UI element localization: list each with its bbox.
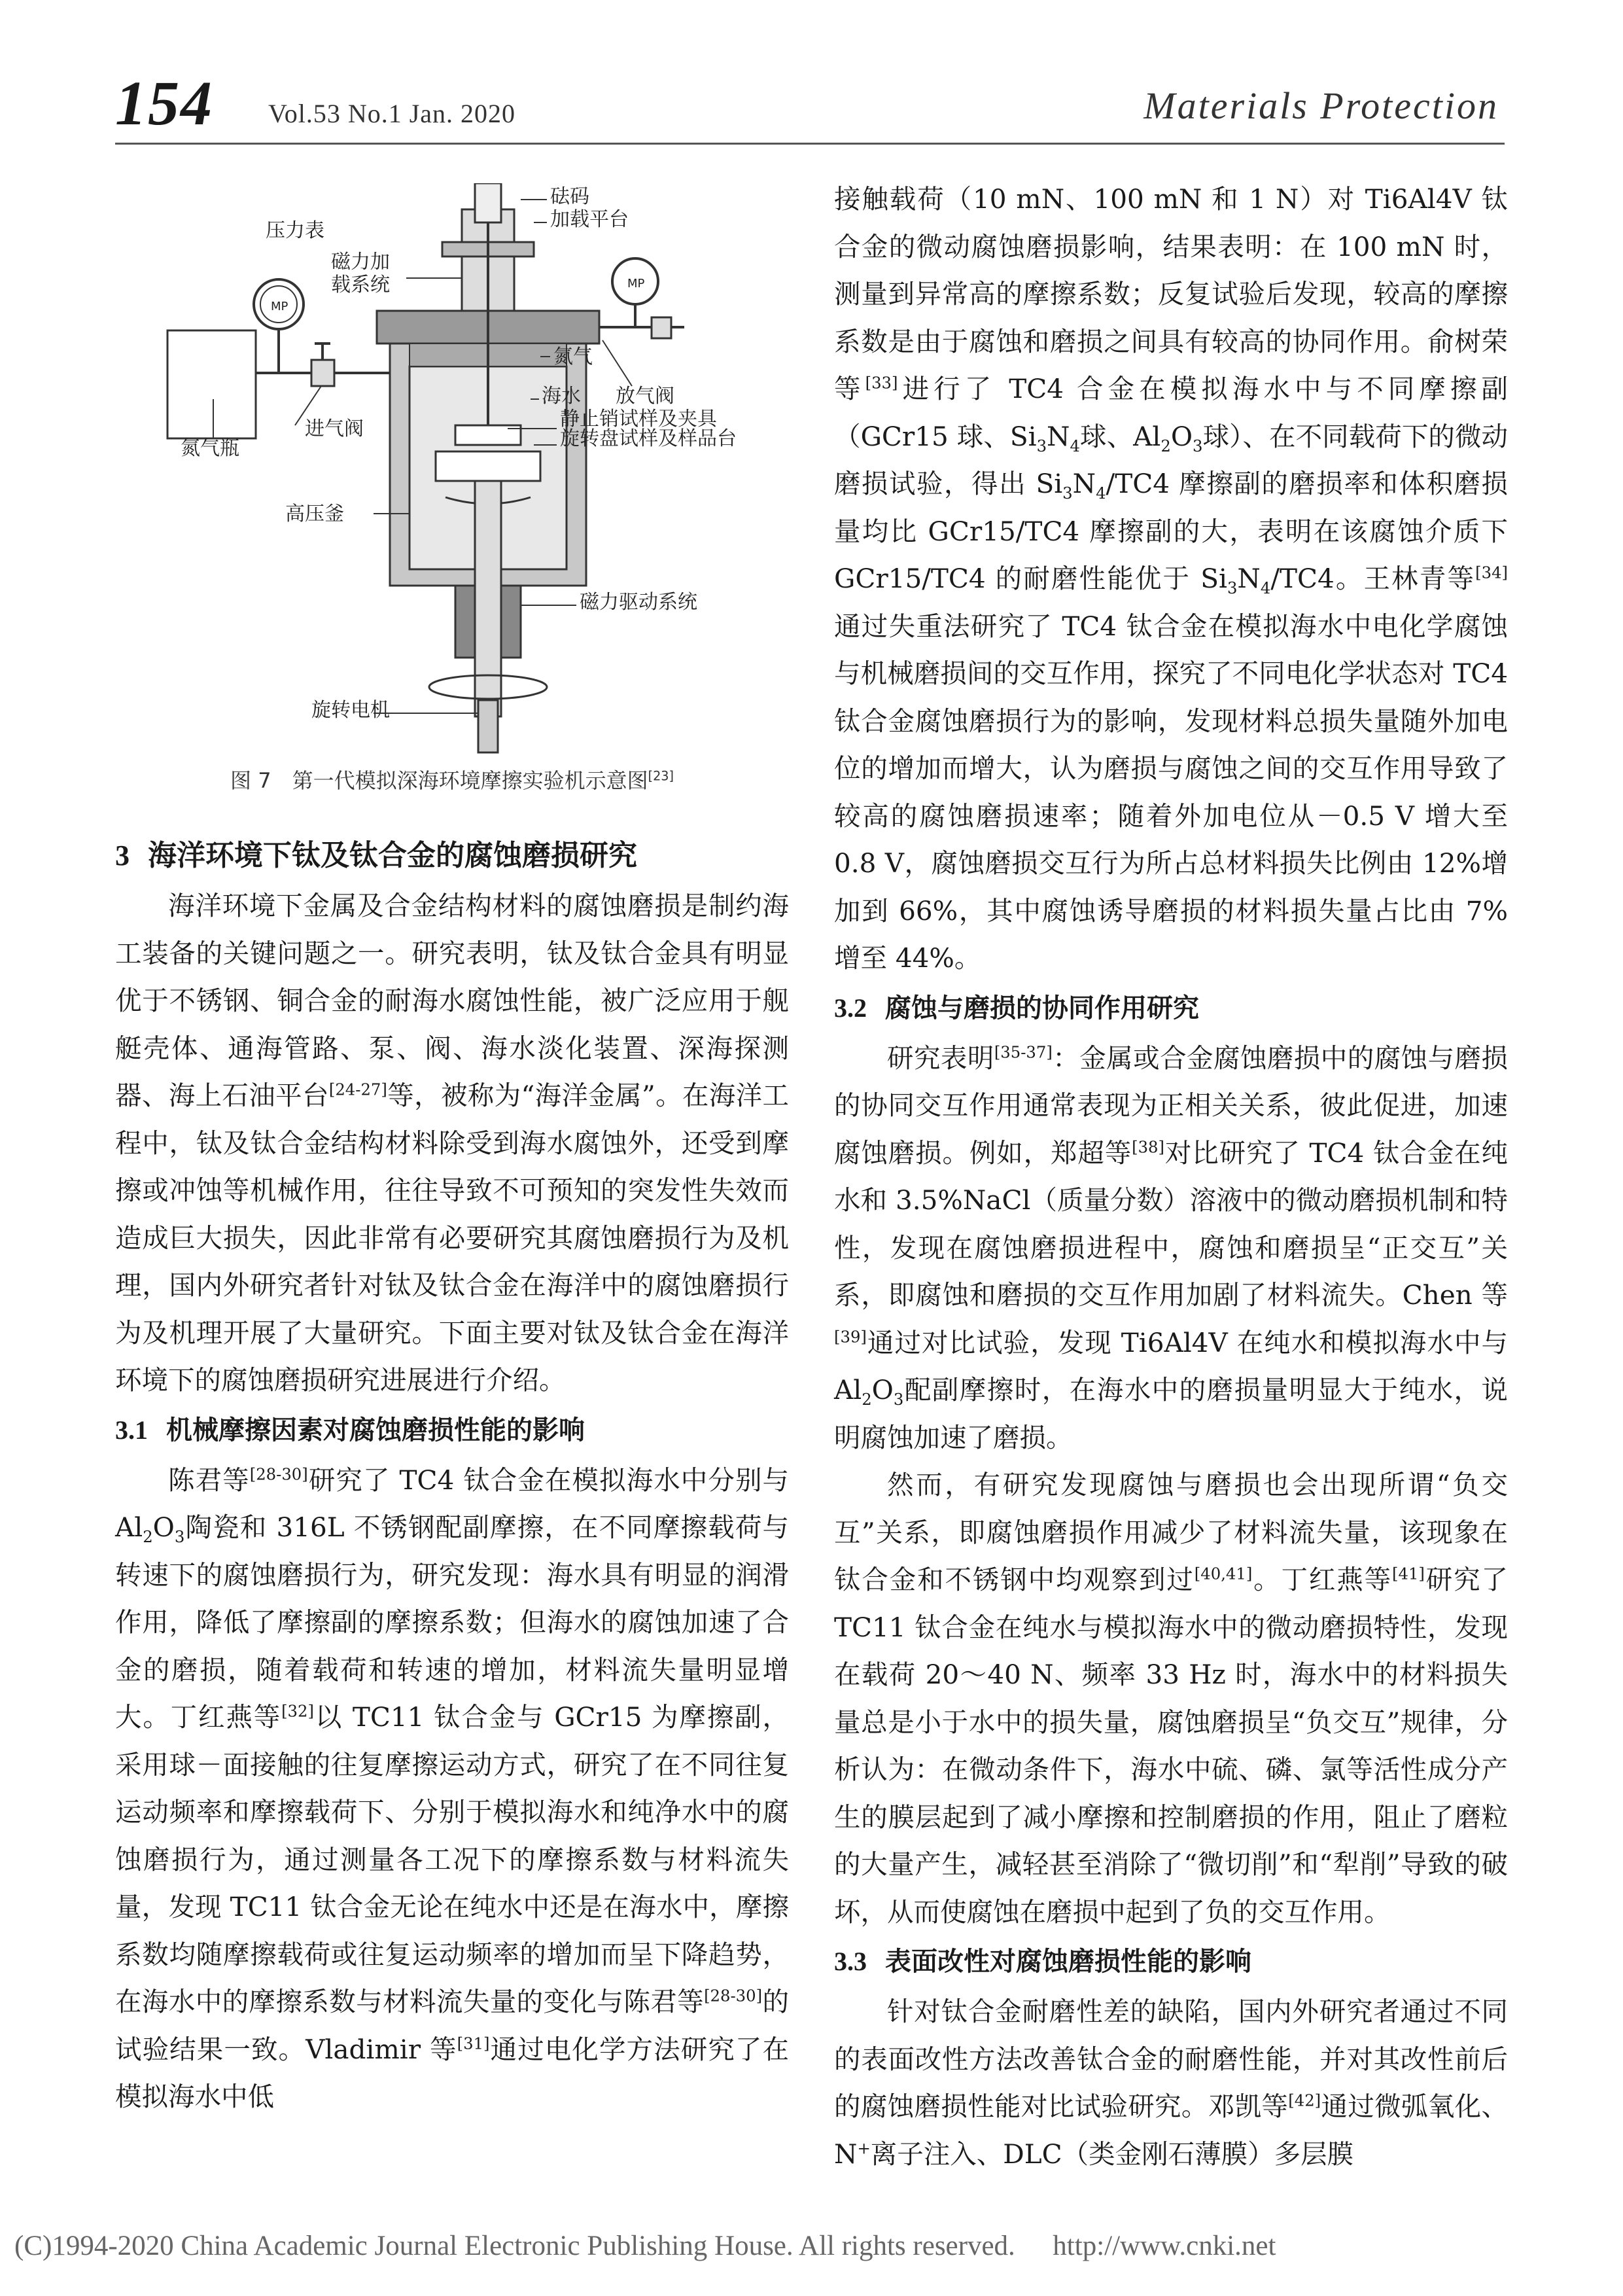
label-loading-platform: 加载平台 — [550, 208, 629, 231]
text-run: 的试验结果一致。Vladimir 等 — [115, 1986, 790, 2065]
text-run: 海洋环境下金属及合金结构材料的腐蚀磨损是制约海工装备的关键问题之一。研究表明，钛及钛合金具有明显优于不锈钢、铜合金的耐海水腐蚀性能，被广泛应用于舰艇壳体、通海管路、泵、阀、海水淡化装置、深海探测器、海上石油平台 — [115, 890, 789, 1111]
section-3-3-heading — [834, 1935, 1508, 1988]
citation: [32] — [281, 1701, 314, 1721]
label-motor: 旋转电机 — [311, 699, 390, 722]
section-3-heading — [115, 830, 789, 882]
label-outlet-valve: 放气阀 — [616, 385, 674, 408]
caption-ref: [23] — [648, 768, 674, 784]
figure-7-caption — [115, 764, 789, 794]
text-run: 以 TC11 钛合金与 GCr15 为摩擦副，采用球－面接触的往复摩擦运动方式，研究了在不同往复运动频率和摩擦载荷下、分别于模拟海水和纯净水中的腐蚀磨损行为，通过测量各工况下的摩擦系数与材料流失量，发现 TC11 钛合金无论在纯水中还是在海水中，摩擦系数均随摩擦载荷或往复运动频率的增加而呈下降趋势，在海水中的摩擦系数与材料流失量的变化与陈君等 — [115, 1701, 790, 2017]
header-rule — [115, 143, 1505, 145]
citation: [39] — [834, 1327, 867, 1346]
subscript: 4 — [1096, 484, 1106, 503]
text-run: 对比研究了 TC4 钛合金在纯水和 3.5%NaCl（质量分数）溶液中的微动磨损机制和特性，发现在腐蚀磨损进程中，腐蚀和磨损呈“正交互”关系，即腐蚀和磨损的交互作用加剧了材料流失。Chen 等 — [834, 1137, 1508, 1311]
subscript: 3 — [1036, 436, 1047, 455]
subscript: 4 — [1070, 436, 1080, 455]
text-run: 通过对比试验，发现 Ti6Al4V 在纯水和模拟海水中与 Al — [834, 1326, 1508, 1405]
text-run: 陶瓷和 316L 不锈钢配副摩擦，在不同摩擦载荷与转速下的腐蚀磨损行为，研究发现：海水具有明显的润滑作用，降低了摩擦副的摩擦系数；但海水的腐蚀加速了合金的磨损，随着载荷和转速的增加，材料流失量明显增大。丁红燕等 — [115, 1511, 789, 1733]
text-run: 针对钛合金耐磨性差的缺陷，国内外研究者通过不同的表面改性方法改善钛合金的耐磨性能，并对其改性前后的腐蚀磨损性能对比试验研究。邓凯等 — [834, 1996, 1508, 2122]
text-run: /TC4 摩擦副的磨损率和体积磨损量均比 GCr15/TC4 摩擦副的大，表明在该腐蚀介质下 GCr15/TC4 的耐磨性能优于 Si — [834, 468, 1508, 594]
section-3-intro — [115, 882, 789, 1404]
label-nitrogen: 氮气 — [553, 345, 593, 368]
superscript: + — [857, 2138, 871, 2157]
label-magnetic-drive: 磁力驱动系统 — [580, 591, 697, 614]
section-title: 海洋环境下钛及钛合金的腐蚀磨损研究 — [148, 839, 637, 872]
section-number: 3.2 — [834, 993, 867, 1023]
text-run: 等，被称为“海洋金属”。在海洋工程中，钛及钛合金结构材料除受到海水腐蚀外，还受到摩擦或冲蚀等机械作用，往往导致不可预知的突发性失效而造成巨大损失，因此非常有必要研究其腐蚀磨损行为及机理，国内外研究者针对钛及钛合金在海洋中的腐蚀磨损行为及机理开展了大量研究。下面主要对钛及钛合金在海洋环境下的腐蚀磨损研究进展进行介绍。 — [115, 1080, 789, 1396]
text-run: 进行了 TC4 合金在模拟海水中与不同摩擦副（GCr15 球、Si — [834, 373, 1509, 452]
citation: [33] — [865, 373, 898, 393]
section-number: 3 — [115, 839, 130, 872]
drive-shaft — [475, 481, 501, 716]
section-3-1-para-2 — [834, 175, 1508, 982]
label-inlet-valve: 进气阀 — [305, 417, 364, 440]
citation: [28-30] — [249, 1464, 308, 1483]
label-seawater: 海水 — [542, 385, 581, 408]
citation: [28-30] — [704, 1986, 763, 2005]
subscript: 2 — [862, 1390, 872, 1409]
label-autoclave: 高压釜 — [285, 503, 344, 525]
label-magnetic-loading-2: 载系统 — [331, 274, 390, 296]
weight-shape — [475, 183, 501, 222]
text-run: N — [1237, 563, 1261, 594]
subscript: 3 — [1193, 436, 1203, 455]
text-run: O — [152, 1511, 175, 1543]
label-magnetic-loading-1: 磁力加 — [331, 251, 390, 274]
section-number: 3.1 — [115, 1415, 148, 1445]
text-run: 通过微弧氧化、N — [834, 2091, 1509, 2170]
text-run: N — [1047, 420, 1070, 452]
section-3-2-para-1 — [834, 1034, 1508, 1462]
outlet-valve-icon — [652, 317, 671, 338]
outlet-gauge-mark: MP — [627, 277, 645, 291]
label-pressure-gauge: 压力表 — [266, 219, 324, 242]
journal-name: Materials Protection — [1143, 84, 1499, 127]
label-weight: 砝码 — [550, 185, 589, 208]
citation: [41] — [1392, 1564, 1425, 1583]
text-run: 接触载荷（10 mN、100 mN 和 1 N）对 Ti6Al4V 钛合金的微动腐蚀磨损影响，结果表明：在 100 mN 时，测量到异常高的摩擦系数；反复试验后发现，较高的摩擦系数是由于腐蚀和磨损之间具有较高的协同作用。俞树荣等 — [834, 183, 1508, 404]
section-number: 3.3 — [834, 1947, 867, 1976]
subscript: 2 — [143, 1527, 153, 1547]
subscript: 3 — [893, 1390, 904, 1409]
footer — [14, 2230, 1276, 2262]
subscript: 4 — [1260, 578, 1271, 598]
section-3-2-para-2 — [834, 1461, 1508, 1935]
text-run: O — [1170, 420, 1193, 452]
text-run: 。丁红燕等 — [1252, 1564, 1393, 1595]
text-run: O — [871, 1374, 894, 1405]
section-3-3-para-1 — [834, 1988, 1508, 2178]
subscript: 2 — [1161, 436, 1171, 455]
citation: [31] — [457, 2034, 490, 2053]
text-run: 球、Al — [1079, 420, 1161, 452]
section-title: 腐蚀与磨损的协同作用研究 — [885, 993, 1199, 1023]
section-3-1-para-1 — [115, 1457, 789, 2121]
text-run: 配副摩擦时，在海水中的磨损量明显大于纯水，说明腐蚀加速了磨损。 — [834, 1374, 1508, 1453]
rotating-disc-shape — [436, 451, 540, 481]
volume-info: Vol.53 No.1 Jan. 2020 — [268, 99, 516, 128]
citation: [38] — [1132, 1137, 1164, 1156]
citation: [40,41] — [1194, 1564, 1253, 1583]
nitrogen-bottle-shape — [167, 330, 256, 438]
section-3-1-heading — [115, 1404, 789, 1457]
section-title: 机械摩擦因素对腐蚀磨损性能的影响 — [166, 1415, 585, 1445]
subscript: 3 — [174, 1527, 185, 1547]
subscript: 3 — [1227, 578, 1238, 598]
inlet-valve-icon — [311, 360, 334, 386]
text-run: ：金属或合金腐蚀磨损中的腐蚀与磨损的协同交互作用通常表现为正相关关系，彼此促进，加速腐蚀磨损。例如，郑超等 — [834, 1042, 1509, 1169]
text-run: /TC4。王林青等 — [1270, 563, 1476, 594]
text-run: 离子注入、DLC（类金刚石薄膜）多层膜 — [870, 2138, 1354, 2170]
motor-shaft — [478, 700, 498, 752]
page-number: 154 — [115, 68, 213, 138]
citation: [24-27] — [328, 1080, 387, 1099]
left-column — [115, 830, 789, 2121]
subscript: 3 — [1062, 484, 1073, 503]
text-run: 然而，有研究发现腐蚀与磨损也会出现所谓“负交互”关系，即腐蚀磨损作用减少了材料流失量，该现象在钛合金和不锈钢中均观察到过 — [834, 1469, 1508, 1595]
copyright-notice: (C)1994-2020 China Academic Journal Electronic Publishing House. All rights reserved. — [14, 2231, 1015, 2261]
text-run: 研究表明 — [887, 1042, 994, 1074]
text-run: 通过失重法研究了 TC4 钛合金在模拟海水中电化学腐蚀与机械磨损间的交互作用，探究了不同电化学状态对 TC4 钛合金腐蚀磨损行为的影响，发现材料总损失量随外加电位的增加而增大，认为磨损与腐蚀之间的交互作用导致了较高的腐蚀磨损速率；随着外加电位从－0.5 V 增大至 0.8 V，腐蚀磨损交互行为所占总材料损失比例由 12%增加到 66%，其中腐蚀诱导磨损的材料损失量占比由 7%增至 44%。 — [834, 610, 1508, 974]
caption-text: 图 7 第一代模拟深海环境摩擦实验机示意图 — [230, 768, 648, 793]
citation: [42] — [1288, 2091, 1321, 2110]
text-run: 通过电化学方法研究了在模拟海水中低 — [115, 2033, 789, 2112]
gauge-mark: MP — [271, 300, 288, 313]
section-3-2-heading — [834, 982, 1508, 1034]
right-column — [834, 175, 1508, 2178]
label-nitrogen-bottle: 氮气瓶 — [181, 437, 239, 460]
section-title: 表面改性对腐蚀磨损性能的影响 — [885, 1947, 1251, 1977]
citation: [34] — [1475, 563, 1509, 582]
text-run: 研究了 TC4 钛合金在模拟海水中分别与 Al — [115, 1464, 790, 1543]
cnki-link[interactable]: http://www.cnki.net — [1053, 2231, 1276, 2261]
citation: [35-37] — [994, 1042, 1053, 1061]
text-run: 陈君等 — [168, 1464, 250, 1496]
figure-7 — [115, 183, 789, 759]
text-run: 球）、在不同载荷下的微动磨损试验，得出 Si — [834, 420, 1509, 499]
label-rotating-disc: 旋转盘试样及样品台 — [560, 427, 737, 450]
apparatus-diagram — [115, 183, 789, 759]
text-run: 研究了 TC11 钛合金在纯水与模拟海水中的微动磨损特性，发现在载荷 20～40 N、频率 33 Hz 时，海水中的材料损失量总是小于水中的损失量，腐蚀磨损呈“负交互”规律，分析认为：在微动条件下，海水中硫、磷、氯等活性成分产生的膜层起到了减小摩擦和控制磨损的作用，阻止了磨粒的大量产生，减轻甚至消除了“微切削”和“犁削”导致的破坏，从而使腐蚀在磨损中起到了负的交互作用。 — [834, 1564, 1509, 1928]
text-run: N — [1072, 468, 1096, 499]
label-static-pin: 静止销试样及夹具 — [560, 408, 717, 431]
